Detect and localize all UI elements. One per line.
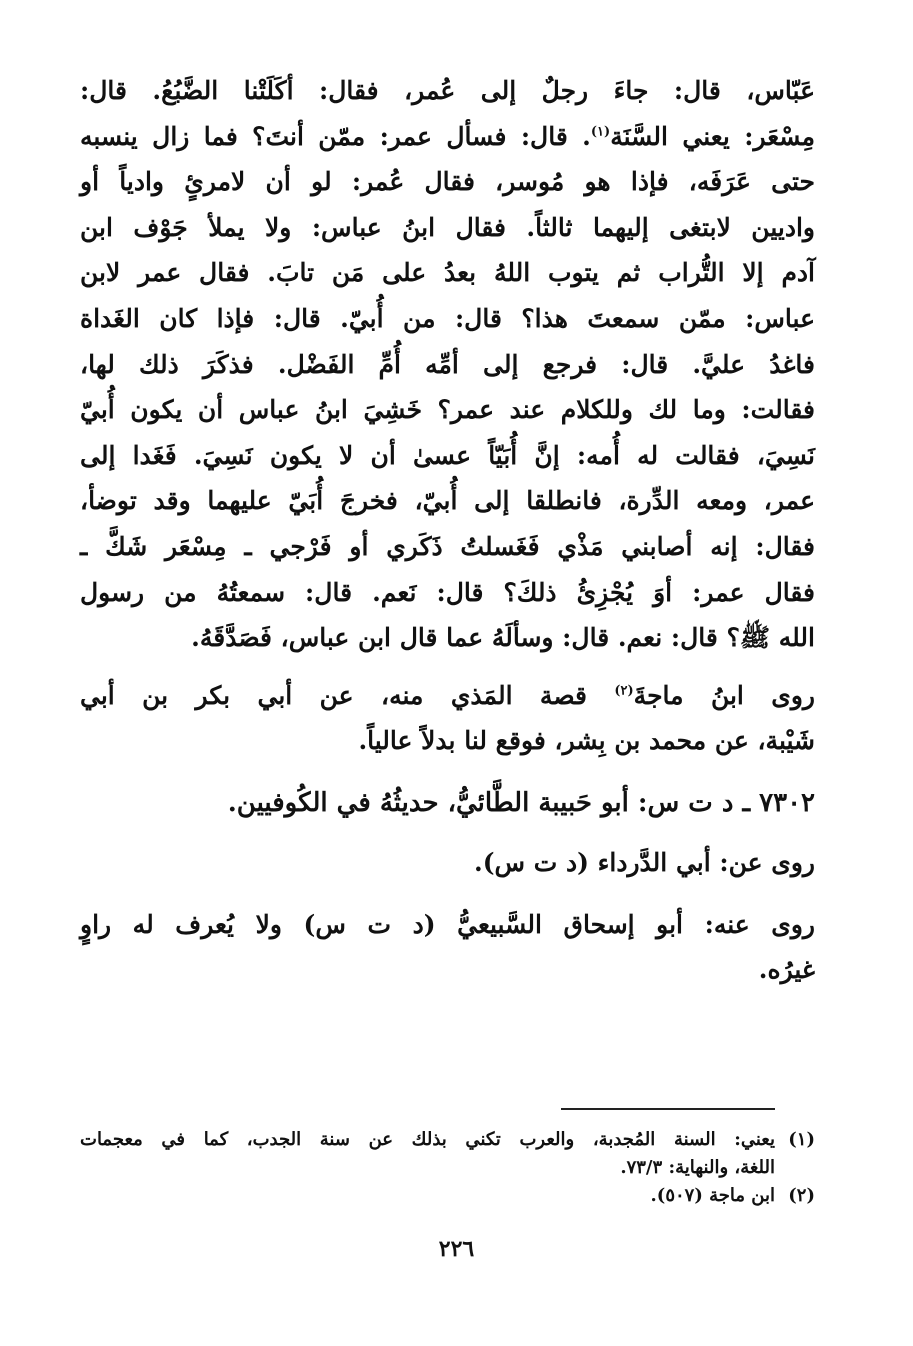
- text-line-segment: مِسْعَر: يعني السَّنَة: [610, 121, 815, 151]
- narrated-by-paragraph: [80, 902, 815, 993]
- footnote-line: اللغة، والنهاية: ٧٣/٣.: [620, 1157, 775, 1178]
- text-line: [80, 902, 815, 948]
- text-line: فاغدُ عليَّ. قال: فرجع إلى أمِّه أُمِّ الفَضْل. فذكَرَ ذلك لها،: [80, 349, 815, 379]
- narrated-by-text: أبو إسحاق السَّبيعيُّ (د ت س) ولا يُعرف له راوٍ: [80, 909, 683, 939]
- text-line: فقال: إنه أصابني مَذْي فَغَسلتُ ذَكَري أو فَرْجي ـ مِسْعَر شَكَّ ـ: [80, 531, 815, 561]
- biography-entry-heading: [80, 780, 815, 826]
- ibn-majah-paragraph: [80, 673, 815, 764]
- text-line-segment: قصة المَذي منه، عن أبي بكر بن أبي: [80, 680, 615, 710]
- text-line: واديين لابتغى إليهما ثالثاً. فقال ابنُ عباس: ولا يملأ جَوْف ابن: [80, 212, 815, 242]
- narrated-from-text: أبي الدَّرداء (د ت س).: [473, 847, 711, 877]
- narrated-from-label: روى عن:: [719, 847, 815, 877]
- narration-paragraph: [80, 68, 815, 661]
- text-line: عَبّاس، قال: جاءَ رجلٌ إلى عُمر، فقال: أكَلَتْنا الضَّبُعُ. قال:: [80, 76, 815, 105]
- page-number: ٢٢٦: [438, 1236, 475, 1262]
- narrated-by-label: روى عنه:: [704, 909, 815, 939]
- text-line: حتى عَرَفَه، فإذا هو مُوسر، فقال عُمر: لو أن لامرئٍ وادياً أو: [80, 167, 815, 197]
- footnote-number: (٢): [788, 1185, 815, 1206]
- text-line: غيرُه.: [758, 955, 815, 985]
- footnote-1: [80, 1126, 815, 1182]
- page-body: [80, 68, 815, 993]
- entry-number: ٧٣٠٢: [759, 787, 815, 818]
- footnote-line: يعني: السنة المُجدبة، والعرب تكني بذلك عن سنة الجدب، كما في معجمات: [80, 1129, 775, 1150]
- text-line: الله ﷺ؟ قال: نعم. قال: وسألَهُ عما قال ابن عباس، فَصَدَّقَهُ.: [191, 623, 815, 653]
- footnote-2: [80, 1182, 815, 1210]
- text-line: شَيْبة، عن محمد بن بِشر، فوقع لنا بدلاً عالياً.: [358, 726, 815, 756]
- text-line: عباس: ممّن سمعتَ هذا؟ قال: من أُبيّ. قال: فإذا كان الغَداة: [80, 303, 815, 333]
- footnote-number: (١): [788, 1129, 815, 1150]
- text-line: نَسِيَ، فقالت له أُمه: إنَّ أُبَيّاً عسىٰ أن لا يكون نَسِيَ. فَغَدا إلى: [80, 440, 815, 470]
- footnote-separator: [561, 1108, 775, 1110]
- footnote-text: [80, 1126, 775, 1182]
- footnote-ref: (١): [590, 124, 611, 140]
- footnotes: [80, 1126, 815, 1210]
- text-line: فقالت: وما لك وللكلام عند عمر؟ خَشِيَ ابنُ عباس أن يكون أُبيّ: [80, 395, 815, 425]
- narrated-from-line: [80, 840, 815, 886]
- footnote-text: [80, 1182, 775, 1210]
- text-line: [80, 673, 815, 719]
- text-line-segment: روى ابنُ ماجةَ: [633, 680, 815, 710]
- text-line: فقال عمر: أوَ يُجْزِئُ ذلكَ؟ قال: نَعم. قال: سمعتُهُ من رسول: [80, 577, 815, 607]
- footnote-ref: (٢): [614, 683, 634, 699]
- entry-text: ـ د ت س: أبو حَبيبة الطَّائيُّ، حديثُهُ في الكُوفيين.: [227, 787, 751, 818]
- text-line: آدم إلا التُّراب ثم يتوب اللهُ بعدُ على مَن تابَ. فقال عمر لابن: [80, 258, 815, 288]
- text-line: [80, 114, 815, 160]
- footnote-line: ابن ماجة (٥٠٧).: [650, 1185, 775, 1206]
- text-line: عمر، ومعه الدِّرة، فانطلقا إلى أُبيّ، فخرجَ أُبَيّ عليهما وقد توضأ،: [80, 486, 815, 516]
- text-line-segment: . قال: فسأل عمر: ممّن أنتَ؟ فما زال ينسبه: [80, 121, 591, 151]
